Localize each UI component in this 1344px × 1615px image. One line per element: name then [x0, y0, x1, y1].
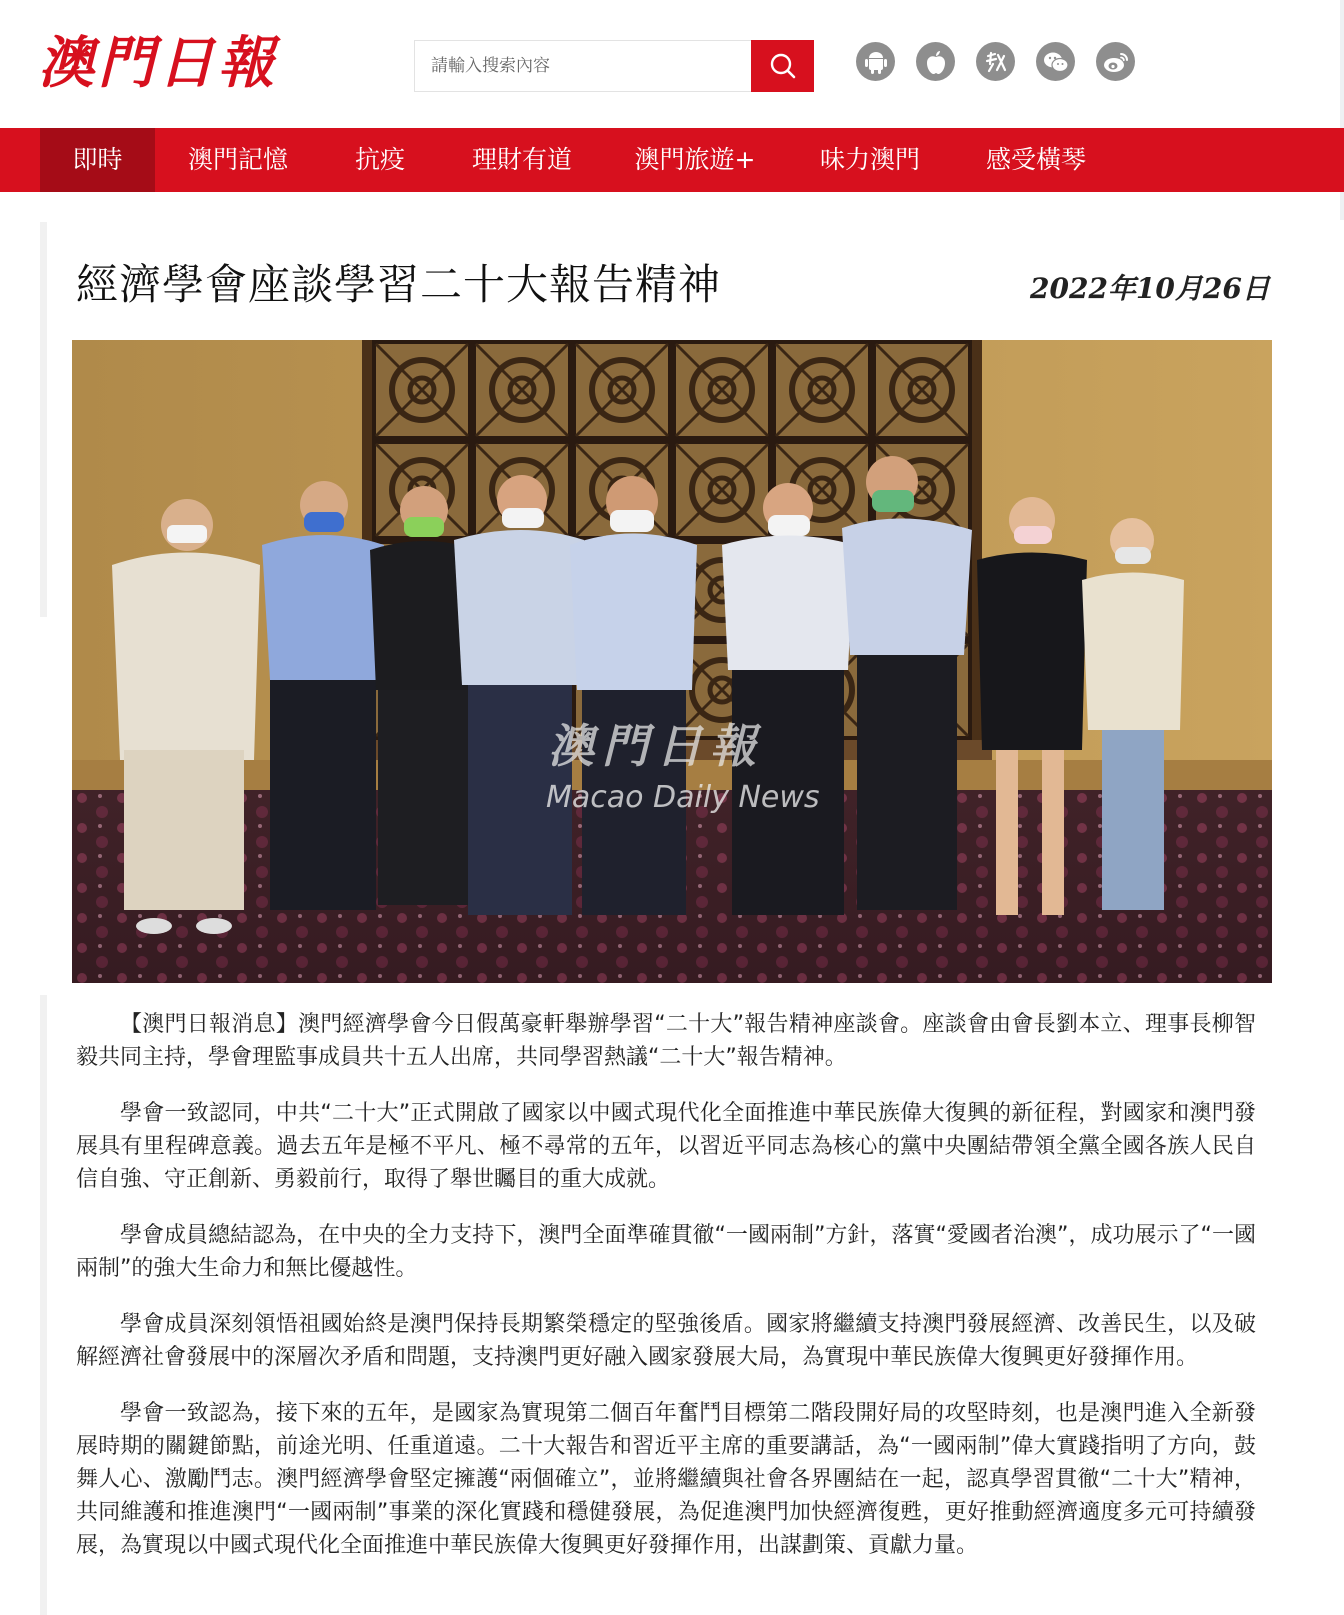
android-icon[interactable] [856, 42, 895, 81]
search-box [414, 40, 814, 92]
article-paragraph: 學會成員總結認為，在中央的全力支持下，澳門全面準確貫徹“一國兩制”方針，落實“愛國者治澳”，成功展示了“一國兩制”的強大生命力和無比優越性。 [76, 1223, 1256, 1281]
nav-item-anti-epidemic[interactable]: 抗疫 [354, 145, 405, 174]
article-body [76, 1008, 1256, 1585]
site-header [0, 0, 1344, 128]
article-paragraph: 【澳門日報消息】澳門經濟學會今日假萬豪軒舉辦學習“二十大”報告精神座談會。座談會由會長劉本立、理事長柳智毅共同主持，學會理監事成員共十五人出席，共同學習熱議“二十大”報告精神。 [76, 1012, 1256, 1070]
article-title: 經濟學會座談學習二十大報告精神 [76, 260, 722, 309]
nav-item-travel[interactable]: 澳門旅遊+ [634, 145, 756, 174]
article-paragraph: 學會成員深刻領悟祖國始終是澳門保持長期繁榮穩定的堅強後盾。國家將繼續支持澳門發展經濟、改善民生，以及破解經濟社會發展中的深層次矛盾和問題，支持澳門更好融入國家發展大局，為實現中華民族偉大復興更好發揮作用。 [76, 1312, 1256, 1370]
weibo-icon[interactable] [1096, 42, 1135, 81]
nav-item-macau-memory[interactable]: 澳門記憶 [187, 145, 288, 174]
social-links [856, 42, 1135, 81]
article-date: 2022年10月26日 [1030, 272, 1270, 305]
apple-icon[interactable] [916, 42, 955, 81]
nav-item-taste-macau[interactable]: 味力澳門 [819, 145, 920, 174]
article-paragraph: 學會一致認同，中共“二十大”正式開啟了國家以中國式現代化全面推進中華民族偉大復興的新征程，對國家和澳門發展具有里程碑意義。過去五年是極不平凡、極不尋常的五年，以習近平同志為核心的黨中央團結帶領全黨全國各族人民自信自強、守正創新、勇毅前行，取得了舉世矚目的重大成就。 [76, 1101, 1256, 1192]
nav-item-instant[interactable]: 即時 [40, 128, 155, 192]
wechat-icon[interactable] [1036, 42, 1075, 81]
article-paragraph: 學會一致認為，接下來的五年，是國家為實現第二個百年奮鬥目標第二階段開好局的攻堅時刻，也是澳門進入全新發展時期的關鍵節點，前途光明、任重道遠。二十大報告和習近平主席的重要講話，為“一國兩制”偉大實踐指明了方向，鼓舞人心、激勵鬥志。澳門經濟學會堅定擁護“兩個確立”，並將繼續與社會各界團結在一起，認真學習貫徹“二十大”精神，共同維護和推進澳門“一國兩制”事業的深化實踐和穩健發展，為促進澳門加快經濟復甦，更好推動經濟適度多元可持續發展，為實現以中國式現代化全面推進中華民族偉大復興更好發揮作用，出謀劃策、貢獻力量。 [76, 1401, 1256, 1558]
search-icon [768, 51, 798, 81]
article-photo [72, 340, 1272, 983]
search-input[interactable] [415, 41, 753, 91]
main-nav [0, 128, 1344, 192]
search-button[interactable] [751, 40, 814, 92]
nav-item-hengqin[interactable]: 感受橫琴 [985, 145, 1086, 174]
photo-watermark-en: Macao Daily News [546, 780, 820, 815]
site-logo[interactable]: 澳門日報 [38, 30, 278, 96]
decor-bar [40, 995, 47, 1615]
xinhua-icon[interactable] [976, 42, 1015, 81]
nav-item-finance[interactable]: 理財有道 [471, 145, 572, 174]
photo-watermark-cn: 澳門日報 [548, 719, 764, 773]
decor-bar [40, 222, 47, 617]
